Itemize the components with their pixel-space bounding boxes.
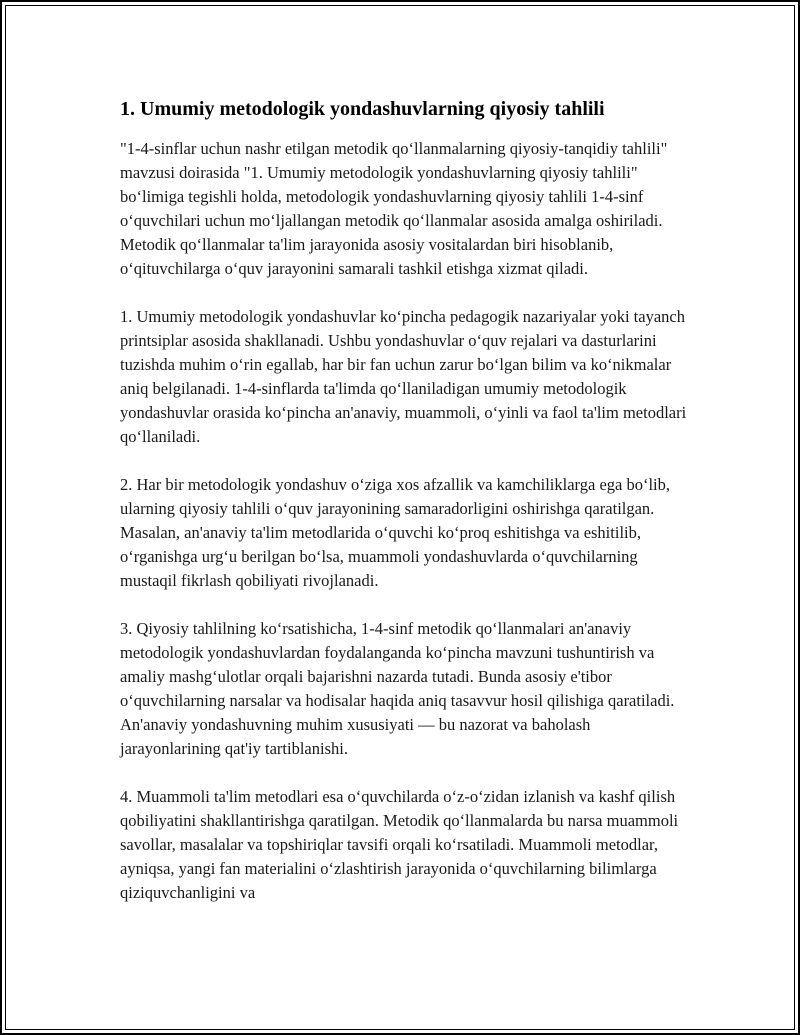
document-body <box>120 96 695 929</box>
intro-paragraph: "1-4-sinflar uchun nashr etilgan metodik qo‘llanmalarning qiyosiy-tanqidiy tahlili" mavzusi doirasida "1. Umumiy metodologik yondashuvlarning qiyosiy tahlili" bo‘limiga tegishli holda, metodologik yondashuvlarning qiyosiy tahlili 1-4-sinf o‘quvchilari uchun mo‘ljallangan metodik qo‘llanmalar asosida amalga oshiriladi. Metodik qo‘llanmalar ta'lim jarayonida asosiy vositalardan biri hisoblanib, o‘qituvchilarga o‘quv jarayonini samarali tashkil etishga xizmat qiladi. <box>120 139 668 278</box>
paragraph-3: 3. Qiyosiy tahlilning ko‘rsatishicha, 1-4-sinf metodik qo‘llanmalari an'anaviy metodologik yondashuvlardan foydalanganda ko‘pincha mavzuni tushuntirish va amaliy mashg‘ulotlar orqali bajarishni nazarda tutadi. Bunda asosiy e'tibor o‘quvchilarning narsalar va hodisalar haqida aniq tasavvur hosil qilishiga qaratiladi. An'anaviy yondashuvning muhim xususiyati — bu nazorat va baholash jarayonlarining qat'iy tartiblanishi. <box>120 619 675 758</box>
paragraph-2: 2. Har bir metodologik yondashuv o‘ziga xos afzallik va kamchiliklarga ega bo‘lib, ularning qiyosiy tahlili o‘quv jarayonining samaradorligini oshirishga qaratilgan. Masalan, an'anaviy ta'lim metodlarida o‘quvchi ko‘proq eshitishga va eshitilib, o‘rganishga urg‘u berilgan bo‘lsa, muammoli yondashuvlarda o‘quvchilarning mustaqil fikrlash qobiliyati rivojlanadi. <box>120 475 671 590</box>
section-heading: 1. Umumiy metodologik yondashuvlarning qiyosiy tahlili <box>120 98 605 120</box>
paragraph-1: 1. Umumiy metodologik yondashuvlar ko‘pincha pedagogik nazariyalar yoki tayanch printsiplar asosida shakllanadi. Ushbu yondashuvlar o‘quv rejalari va dasturlarini tuzishda muhim o‘rin egallab, har bir fan uchun zarur bo‘lgan bilim va ko‘nikmalar aniq belgilanadi. 1-4-sinflarda ta'limda qo‘llaniladigan umumiy metodologik yondashuvlar orasida ko‘pincha an'anaviy, muammoli, o‘yinli va faol ta'lim metodlari qo‘llaniladi. <box>120 307 687 446</box>
paragraph-4: 4. Muammoli ta'lim metodlari esa o‘quvchilarda o‘z-o‘zidan izlanish va kashf qilish qobiliyatini shakllantirishga qaratilgan. Metodik qo‘llanmalarda bu narsa muammoli savollar, masalalar va topshiriqlar tavsifi orqali ko‘rsatiladi. Muammoli metodlar, ayniqsa, yangi fan materialini o‘zlashtirish jarayonida o‘quvchilarning bilimlarga qiziquvchanligini va <box>120 787 679 902</box>
